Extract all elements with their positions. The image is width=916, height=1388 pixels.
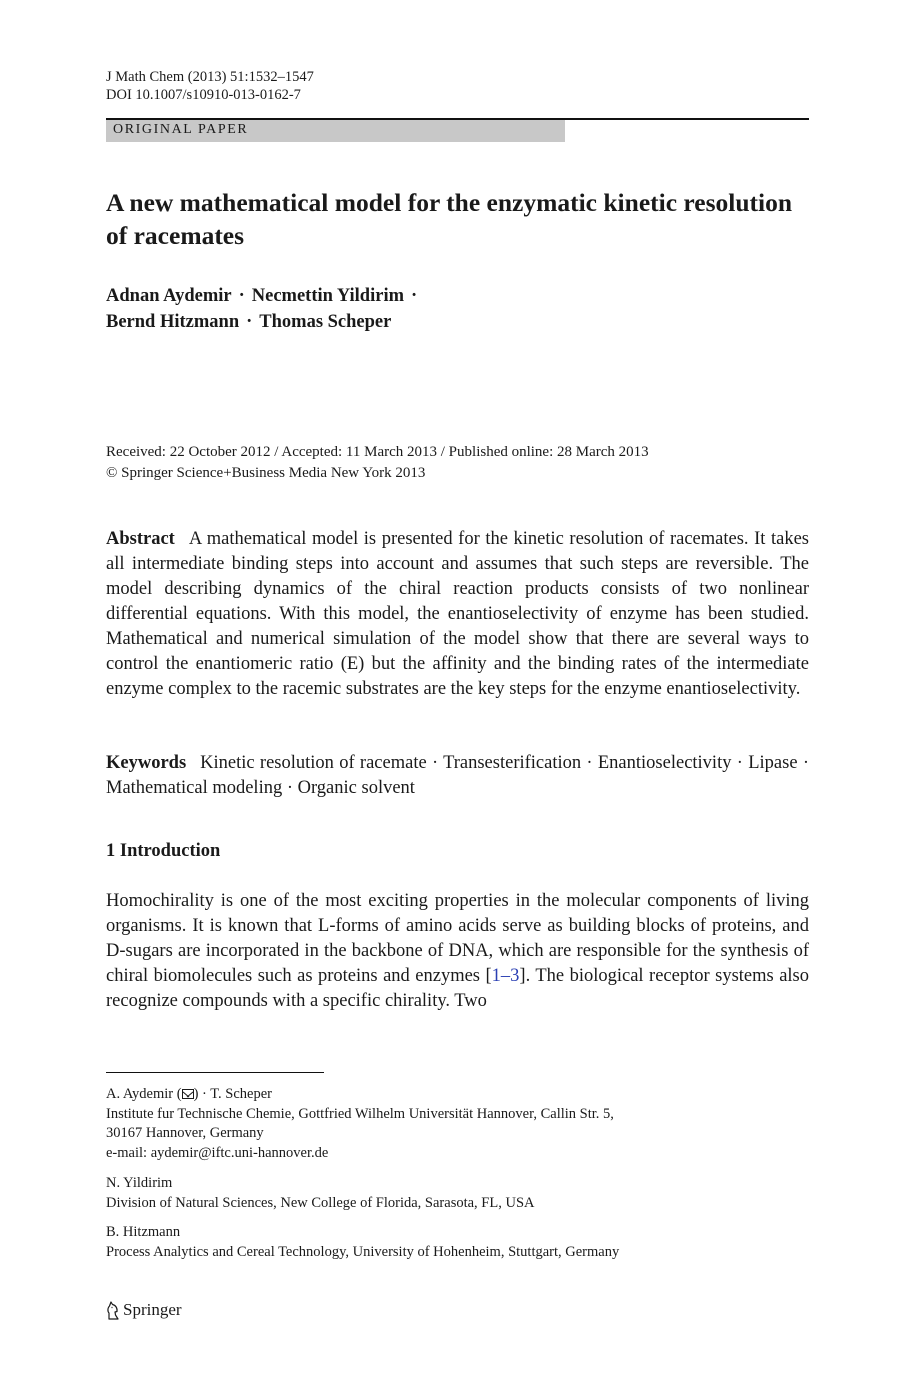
author-separator: ·: [238, 286, 245, 306]
copyright-line: © Springer Science+Business Media New York 2013: [106, 464, 426, 481]
affiliation-line: 30167 Hannover, Germany: [106, 1125, 264, 1141]
journal-reference: [106, 68, 314, 104]
envelope-icon: [182, 1089, 194, 1099]
affiliation-block: [106, 1174, 534, 1213]
introduction-paragraph: [106, 889, 809, 1014]
affiliation-names: B. Hitzmann: [106, 1224, 181, 1240]
affiliation-block: [106, 1085, 614, 1163]
affiliation-names: A. Aydemir ( ) · T. Scheper: [106, 1086, 272, 1102]
springer-knight-icon: [106, 1300, 119, 1320]
author-separator: ·: [411, 286, 418, 306]
doi: DOI 10.1007/s10910-013-0162-7: [106, 87, 301, 103]
dates-line: Received: 22 October 2012 / Accepted: 11 March 2013 / Published online: 28 March 2013: [106, 444, 649, 460]
keywords-text: Kinetic resolution of racemate · Transesterification · Enantioselectivity · Lipase · Mathematical modeling · Organic solvent: [106, 753, 809, 798]
author-separator: ·: [246, 312, 253, 332]
author-name: Bernd Hitzmann: [106, 312, 240, 332]
footnote-rule: [106, 1072, 324, 1073]
paper-type-label: ORIGINAL PAPER: [106, 120, 565, 142]
publisher-name: Springer: [123, 1300, 182, 1319]
author-name: Necmettin Yildirim: [251, 286, 405, 306]
author-name: Thomas Scheper: [259, 312, 392, 332]
abstract-text: A mathematical model is presented for the kinetic resolution of racemates. It takes all intermediate binding steps into account and assumes that such steps are reversible. The model describing dynamics of the chiral reaction products consists of two nonlinear differential equations. With this model, the enantioselectivity of enzyme has been studied. Mathematical and numerical simulation of the model show that there are several ways to control the enantiomeric ratio (E) but the affinity and the binding rates of the intermediate enzyme complex to the racemic substrates are the key steps for the enzyme enantioselectivity.: [106, 529, 809, 699]
author-list: [106, 283, 424, 335]
email-line: e-mail: aydemir@iftc.uni-hannover.de: [106, 1144, 329, 1161]
affiliation-line: Division of Natural Sciences, New College of Florida, Sarasota, FL, USA: [106, 1194, 535, 1211]
affiliation-names: N. Yildirim: [106, 1175, 173, 1191]
abstract: [106, 527, 809, 702]
abstract-label: Abstract: [106, 529, 175, 549]
journal-citation: J Math Chem (2013) 51:1532–1547: [106, 69, 314, 85]
keywords: [106, 751, 809, 801]
intro-text: Homochirality is one of the most exciting properties in the molecular components of living organisms. It is known that L-forms of amino acids serve as building blocks of proteins, and D-sugars are incorporated in the backbone of DNA, which are responsible for the synthesis of chiral biomolecules such as proteins and enzymes [: [106, 891, 809, 986]
article-title: A new mathematical model for the enzymatic kinetic resolution of racemates: [106, 188, 793, 250]
affiliation-line: Process Analytics and Cereal Technology, University of Hohenheim, Stuttgart, Germany: [106, 1243, 620, 1260]
keywords-label: Keywords: [106, 753, 187, 773]
section-heading-introduction: 1 Introduction: [106, 841, 221, 861]
publisher-footer: [106, 1300, 182, 1320]
author-name: Adnan Aydemir: [106, 286, 232, 306]
affiliation-line: Institute fur Technische Chemie, Gottfried Wilhelm Universität Hannover, Callin Str. 5,: [106, 1105, 614, 1122]
paper-page: [106, 0, 809, 1388]
intro-text: ]. The biological receptor systems also recognize compounds with a specific chirality. Two: [106, 966, 809, 1011]
publication-history: [106, 442, 649, 483]
citation-link[interactable]: 1–3: [491, 966, 520, 986]
affiliation-block: [106, 1223, 619, 1262]
